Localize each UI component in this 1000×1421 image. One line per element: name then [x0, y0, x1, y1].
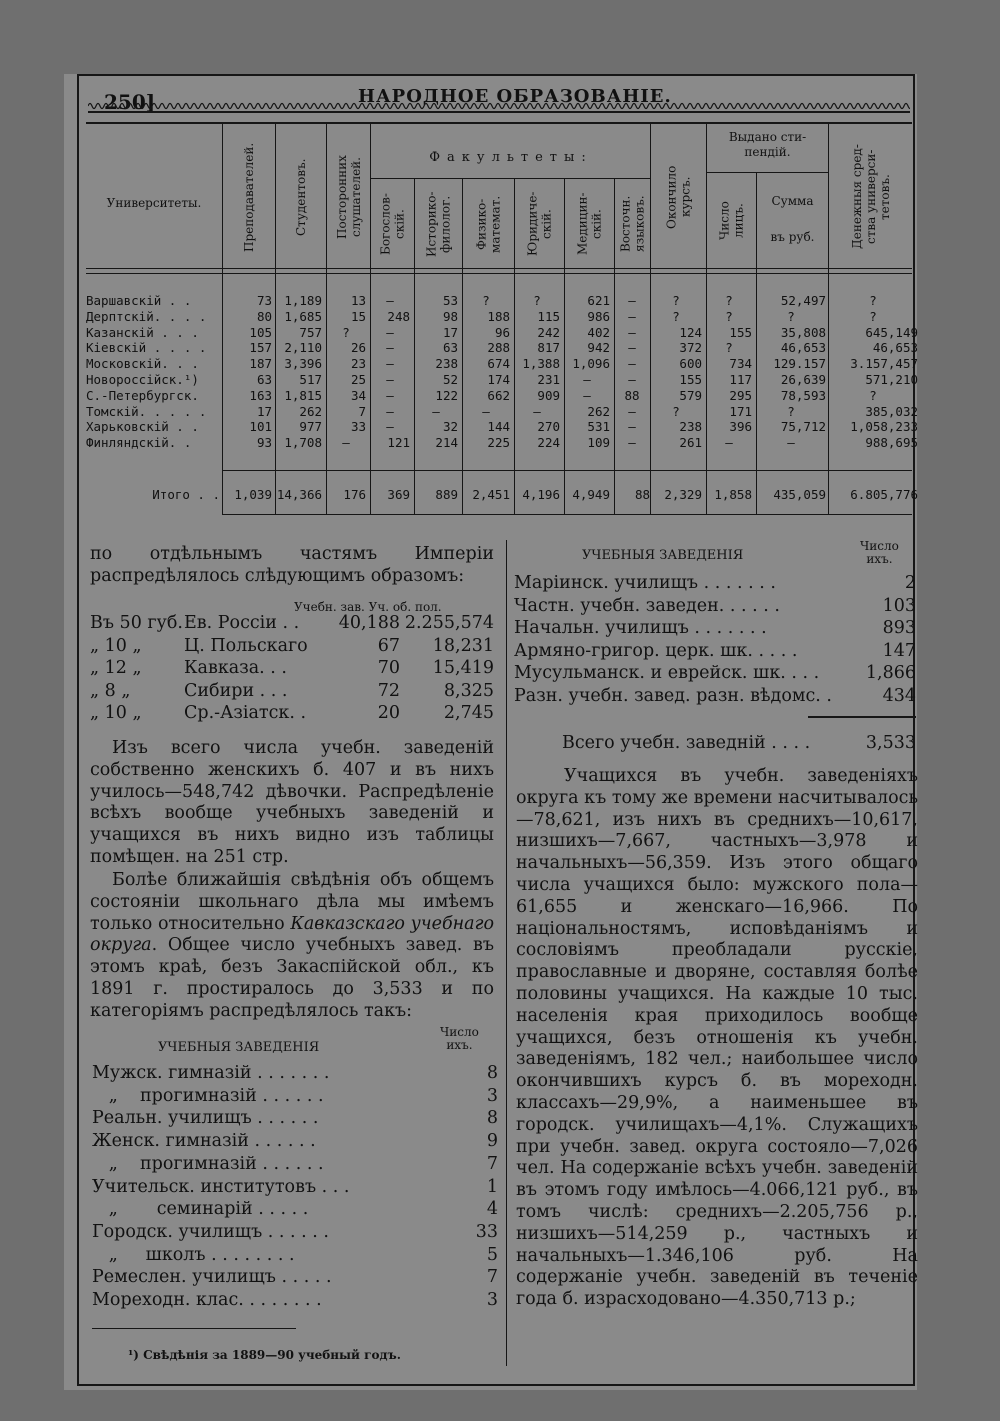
table-cell: 53: [442, 293, 458, 308]
sum-rule: [808, 716, 916, 718]
region-b: 18,231: [432, 635, 494, 656]
table-cell: 26: [350, 340, 366, 356]
table-cell: —: [583, 372, 591, 387]
table-cell: 188: [487, 308, 510, 324]
table-cell: 372: [679, 340, 702, 356]
region-b: 2.255,574: [404, 613, 494, 633]
list-item-count: 8: [486, 1108, 498, 1129]
table-row-label: Финляндскій. .: [86, 435, 192, 451]
table-cell: ?: [869, 387, 877, 403]
table-cell: 129.157: [773, 356, 826, 372]
table-row-label: Томскій. . . . .: [86, 403, 207, 419]
right-list-head: УЧЕБНЫЯ ЗАВЕДЕНІЯ: [582, 548, 744, 563]
region-b: 15,419: [432, 658, 494, 679]
table-cell: 517: [299, 372, 322, 387]
region-pre: „ 10 „: [90, 703, 142, 724]
col-head-oriental: Восточн. языковъ.: [618, 195, 647, 253]
list-item-label: Городск. училищъ . . . . . .: [92, 1221, 329, 1242]
table-cell: 115: [537, 308, 560, 324]
region-name: Ц. Польскаго: [184, 635, 308, 656]
table-cell: —: [482, 403, 490, 419]
col-head-law: Юридиче- скій.: [525, 191, 554, 257]
region-a: 40,188: [338, 613, 400, 633]
list-item-label: Мореходн. клас. . . . . . . .: [92, 1290, 322, 1310]
total-label: Итого . .: [152, 487, 220, 502]
table-cell: —: [386, 387, 394, 403]
table-cell: 396: [729, 419, 752, 435]
total-cell: 889: [435, 487, 458, 502]
table-cell: 33: [350, 419, 366, 435]
right-total-label: Всего учебн. заведній . . . .: [562, 733, 811, 753]
list-item-label: Реальн. училищъ . . . . . .: [92, 1108, 319, 1129]
table-cell: 124: [679, 324, 702, 340]
list-item-count: 434: [882, 686, 916, 706]
table-cell: 157: [249, 340, 272, 356]
table-cell: 7: [358, 403, 366, 419]
table-cell: 15: [350, 308, 366, 324]
region-pre: „ 10 „: [90, 635, 142, 656]
list-item-label: Мусульманск. и еврейск. шк. . . .: [514, 663, 820, 684]
table-cell: 986: [587, 308, 610, 324]
table-cell: 674: [487, 356, 510, 372]
col-head-funds: Денежныя сред- ства универси- тетовъ.: [850, 144, 892, 250]
table-cell: —: [628, 293, 636, 308]
table-cell: 1,058,233: [850, 419, 918, 435]
table-cell: 3,396: [284, 356, 322, 372]
table-cell: 109: [587, 435, 610, 451]
table-cell: 35,808: [780, 324, 826, 340]
header-rule-2: [86, 273, 912, 274]
running-head: НАРОДНОЕ ОБРАЗОВАНІЕ.: [358, 86, 672, 107]
list-item-count: 8: [486, 1063, 498, 1083]
table-cell: 155: [679, 372, 702, 387]
region-pre: „ 8 „: [90, 680, 131, 701]
table-cell: 144: [487, 419, 510, 435]
para3-text-b: . Общее число учебныхъ завед. въ этомъ краѣ, безъ Закаспійской обл., къ 1891 г. простиралось до 3,533 и по категоріямъ распредѣлялось такъ:: [90, 935, 494, 1021]
table-cell: 817: [537, 340, 560, 356]
total-cell: 1,039: [234, 487, 272, 502]
right-list-head-num: Число ихъ.: [860, 539, 899, 566]
table-cell: 93: [256, 435, 272, 451]
table-row-label: Московскій. . .: [86, 356, 199, 372]
list-item-label: „ семинарій . . . . .: [92, 1199, 309, 1220]
table-cell: 248: [387, 308, 410, 324]
table-cell: ?: [672, 293, 680, 308]
table-cell: 63: [256, 372, 272, 387]
footnote: ¹) Свѣдѣнія за 1889—90 учебный годъ.: [128, 1348, 401, 1362]
para3-italic: Кавказскаго учебнаго округа: [90, 913, 494, 956]
table-cell: 174: [487, 372, 510, 387]
column-divider: [506, 540, 507, 1366]
table-cell: 3.157,457: [850, 356, 918, 372]
table-cell: 600: [679, 356, 702, 372]
table-cell: 80: [256, 308, 272, 324]
region-name: Ев. Россіи . .: [184, 613, 300, 633]
table-cell: 1,685: [284, 308, 322, 324]
table-cell: 187: [249, 356, 272, 372]
table-cell: —: [342, 435, 350, 451]
table-cell: 63: [442, 340, 458, 356]
table-cell: 46,653: [780, 340, 826, 356]
table-cell: 23: [350, 356, 366, 372]
table-row-label: Варшавскій . .: [86, 293, 192, 308]
col-head-stipends: Выдано сти- пендій.: [728, 130, 807, 159]
col-head-auditors: Посторонних слушателей.: [335, 155, 363, 239]
list-item-count: 33: [475, 1221, 498, 1242]
table-cell: 238: [435, 356, 458, 372]
table-cell: 988,695: [865, 435, 918, 451]
table-cell: —: [628, 308, 636, 324]
table-cell: 121: [387, 435, 410, 451]
list-item-label: Женск. гимназій . . . . . .: [92, 1131, 316, 1152]
table-cell: 531: [587, 419, 610, 435]
total-cell: 88: [634, 487, 650, 502]
table-cell: ?: [672, 308, 680, 324]
list-item-count: 5: [486, 1244, 498, 1265]
table-cell: 73: [256, 293, 272, 308]
list-item-label: „ прогимназій . . . . . .: [92, 1153, 324, 1174]
col-head-students: Студентовъ.: [294, 158, 308, 236]
table-cell: —: [725, 435, 733, 451]
table-cell: 1,815: [284, 387, 322, 403]
region-name: Ср.-Азіатск. .: [184, 703, 307, 724]
left-list-head: УЧЕБНЫЯ ЗАВЕДЕНІЯ: [158, 1040, 320, 1055]
col-head-rub: въ руб.: [770, 230, 815, 244]
left-intro: по отдѣльнымъ частямъ Имперіи распредѣлялось слѣдующимъ образомъ:: [90, 544, 494, 586]
col-head-medicine: Медицин- скій.: [575, 192, 604, 256]
region-name: Кавказа. . .: [184, 658, 287, 679]
table-cell: 231: [537, 372, 560, 387]
total-cell: 6.805,776: [850, 487, 918, 502]
table-cell: 942: [587, 340, 610, 356]
total-cell: 176: [343, 487, 366, 502]
list-item-count: 4: [486, 1199, 498, 1220]
table-cell: —: [583, 387, 591, 403]
table-cell: 224: [537, 435, 560, 451]
table-cell: 88: [624, 387, 640, 403]
list-item-count: 9: [486, 1131, 498, 1152]
total-cell: 14,366: [276, 487, 322, 502]
col-head-faculties: Факультеты:: [429, 150, 593, 165]
table-cell: 163: [249, 387, 272, 403]
ornamental-rule: [88, 100, 910, 114]
region-subhead: Учебн. зав. Уч. об. пол.: [294, 600, 442, 614]
table-cell: 1,388: [522, 356, 560, 372]
table-cell: ?: [725, 293, 733, 308]
table-cell: 1,189: [284, 293, 322, 308]
table-cell: ?: [787, 308, 795, 324]
table-cell: 270: [537, 419, 560, 435]
table-cell: 2,110: [284, 340, 322, 356]
table-cell: —: [386, 372, 394, 387]
table-cell: 96: [494, 324, 510, 340]
list-item-label: Начальн. училищъ . . . . . . .: [514, 618, 767, 639]
table-cell: 155: [729, 324, 752, 340]
region-a: 20: [377, 703, 400, 724]
table-cell: 262: [587, 403, 610, 419]
col-head-teachers: Преподавателей.: [242, 142, 256, 252]
total-cell: 2,451: [472, 487, 510, 502]
table-cell: —: [628, 372, 636, 387]
table-cell: 17: [442, 324, 458, 340]
col-head-graduated: Окончило курсъ.: [664, 165, 693, 229]
table-cell: 402: [587, 324, 610, 340]
list-item-count: 7: [486, 1267, 498, 1288]
table-cell: —: [628, 340, 636, 356]
table-cell: 288: [487, 340, 510, 356]
table-cell: 662: [487, 387, 510, 403]
right-total-number: 3,533: [865, 733, 916, 753]
table-cell: —: [386, 419, 394, 435]
list-item-label: Маріинск. училищъ . . . . . . .: [514, 573, 776, 593]
table-cell: 734: [729, 356, 752, 372]
col-head-histphil: Историко- филолог.: [424, 191, 453, 257]
table-cell: 101: [249, 419, 272, 435]
list-item-count: 893: [882, 618, 916, 639]
table-cell: ?: [672, 403, 680, 419]
footnote-rule: [92, 1328, 296, 1329]
list-item-count: 103: [882, 595, 916, 616]
table-cell: ?: [869, 293, 877, 308]
table-cell: —: [628, 403, 636, 419]
list-item-label: Разн. учебн. завед. разн. вѣдомс. .: [514, 686, 832, 706]
page-number: 250]: [104, 90, 156, 114]
table-cell: 1,096: [572, 356, 610, 372]
table-cell: —: [628, 324, 636, 340]
col-head-theology: Богослов- скій.: [378, 193, 407, 255]
table-cell: 571,210: [865, 372, 918, 387]
table-cell: 238: [679, 419, 702, 435]
table-cell: 17: [256, 403, 272, 419]
table-cell: 32: [442, 419, 458, 435]
region-pre: „ 12 „: [90, 658, 142, 679]
table-cell: 117: [729, 372, 752, 387]
table-cell: 214: [435, 435, 458, 451]
table-cell: 262: [299, 403, 322, 419]
faculty-rule: [370, 178, 650, 179]
header-rule: [86, 268, 912, 269]
total-cell: 435,059: [773, 487, 826, 502]
table-cell: 122: [435, 387, 458, 403]
list-item-count: 1,866: [865, 663, 916, 684]
table-cell: 295: [729, 387, 752, 403]
total-cell: 4,949: [572, 487, 610, 502]
list-item-count: 3: [486, 1290, 498, 1310]
total-cell: 1,858: [714, 487, 752, 502]
list-item-count: 2: [904, 573, 916, 593]
list-item-label: Частн. учебн. заведен. . . . . .: [514, 595, 780, 616]
table-cell: —: [628, 419, 636, 435]
list-item-label: „ прогимназій . . . . . .: [92, 1085, 324, 1106]
region-a: 70: [377, 658, 400, 679]
total-cell: 2,329: [664, 487, 702, 502]
table-cell: ?: [725, 340, 733, 356]
table-cell: —: [787, 435, 795, 451]
table-cell: —: [628, 356, 636, 372]
table-cell: 909: [537, 387, 560, 403]
right-para: Учащихся въ учебн. заведеніяхъ округа къ тому же времени насчитывалось—78,621, изъ нихъ въ среднихъ—10,617, низшихъ—7,667, частныхъ—3,978 и начальныхъ—56,359. Изъ этого общаго числа учащихся было: мужского пола—61,655 и женскаго—16,966. По національностямъ, исповѣданіямъ и сословіямъ преобладали русскіе, православные и дворяне, составляя болѣе половины учащихся. На каждые 10 тыс. населенія края приходилось вообще учащихся, безъ отношенія къ учебн. заведеніямъ, 182 чел.; наибольшее число окончившихъ курсъ б. въ мореходн. классахъ—29,9%, а наименьшее въ городск. училищахъ—4,1%. Служащихъ при учебн. завед. округа состояло—7,026 чел. На содержаніе всѣхъ учебн. заведеній въ этомъ году имѣлось—4.066,121 руб., въ томъ числѣ: среднихъ—2.205,756 р., низшихъ—514,259 р., частныхъ и начальныхъ—1.346,106 руб. На содержаніе учебн. заведеній въ теченіе года б. израсходовано—4.350,713 р.;: [516, 766, 918, 1310]
table-cell: —: [628, 435, 636, 451]
table-cell: 13: [350, 293, 366, 308]
col-head-universities: Университеты.: [106, 196, 202, 210]
table-cell: —: [386, 293, 394, 308]
para3-text-a: Болѣе ближайшія свѣдѣнія объ общемъ состояніи школьнаго дѣла мы имѣемъ только относительно: [90, 870, 494, 934]
total-cell: 369: [387, 487, 410, 502]
stipend-rule: [706, 172, 828, 173]
table-cell: ?: [482, 293, 490, 308]
table-cell: —: [533, 403, 541, 419]
table-cell: 26,639: [780, 372, 826, 387]
list-item-label: Учительск. институтовъ . . .: [92, 1176, 350, 1197]
region-a: 72: [377, 680, 400, 701]
left-para-2: Изъ всего числа учебн. заведеній собственно женскихъ б. 407 и въ нихъ училось—548,742 дѣвочки. Распредѣленіе всѣхъ вообще учебныхъ заведеній и учащихся въ нихъ видно изъ таблицы помѣщен. на 251 стр.: [90, 738, 494, 867]
col-head-physmath: Физико- математ.: [474, 195, 503, 253]
list-item-label: Ремеслен. училищъ . . . . .: [92, 1267, 332, 1288]
table-row-label: Новороссійск.¹): [86, 372, 199, 387]
table-cell: ?: [869, 308, 877, 324]
bottom-rule: [222, 514, 912, 515]
col-head-sum: Сумма: [771, 194, 814, 208]
table-cell: 34: [350, 387, 366, 403]
table-cell: 225: [487, 435, 510, 451]
table-row-label: Харьковскій . .: [86, 419, 199, 435]
table-cell: —: [432, 403, 440, 419]
region-b: 8,325: [443, 680, 494, 701]
list-item-label: Армяно-григор. церк. шк. . . . .: [514, 640, 798, 661]
table-row-label: Дерптскій. . . .: [86, 308, 207, 324]
table-cell: 52: [442, 372, 458, 387]
list-item-count: 3: [486, 1085, 498, 1106]
table-top-rule: [86, 122, 912, 124]
table-cell: 98: [442, 308, 458, 324]
table-cell: 645,149: [865, 324, 918, 340]
table-cell: 78,593: [780, 387, 826, 403]
table-row-label: Кіевскій . . . .: [86, 340, 207, 356]
table-cell: ?: [342, 324, 350, 340]
table-cell: 1,708: [284, 435, 322, 451]
region-pre: Въ 50 губ.: [90, 613, 183, 633]
table-cell: 75,712: [780, 419, 826, 435]
left-para-3: [90, 870, 494, 1023]
table-cell: 25: [350, 372, 366, 387]
table-cell: 579: [679, 387, 702, 403]
table-cell: 52,497: [780, 293, 826, 308]
table-cell: 621: [587, 293, 610, 308]
table-cell: —: [386, 403, 394, 419]
list-item-count: 7: [486, 1153, 498, 1174]
table-row-label: С.-Петербургск.: [86, 387, 199, 403]
table-cell: 105: [249, 324, 272, 340]
region-a: 67: [377, 635, 400, 656]
table-cell: 757: [299, 324, 322, 340]
table-cell: —: [386, 324, 394, 340]
table-cell: —: [386, 340, 394, 356]
table-cell: ?: [787, 403, 795, 419]
table-cell: ?: [725, 308, 733, 324]
table-cell: 171: [729, 403, 752, 419]
left-list-head-num: Число ихъ.: [440, 1025, 479, 1052]
table-cell: 242: [537, 324, 560, 340]
total-cell: 4,196: [522, 487, 560, 502]
table-row-label: Казанскій . . .: [86, 324, 199, 340]
list-item-label: Мужск. гимназій . . . . . . .: [92, 1063, 330, 1083]
list-item-count: 1: [486, 1176, 498, 1197]
table-cell: 385,032: [865, 403, 918, 419]
table-cell: 261: [679, 435, 702, 451]
table-cell: 977: [299, 419, 322, 435]
table-cell: —: [386, 356, 394, 372]
region-name: Сибири . . .: [184, 680, 288, 701]
table-cell: ?: [533, 293, 541, 308]
col-head-count: Число лицъ.: [717, 201, 746, 241]
region-b: 2,745: [443, 703, 494, 724]
table-cell: 46,653: [872, 340, 918, 356]
list-item-count: 147: [882, 640, 916, 661]
list-item-label: „ школъ . . . . . . . .: [92, 1244, 295, 1265]
